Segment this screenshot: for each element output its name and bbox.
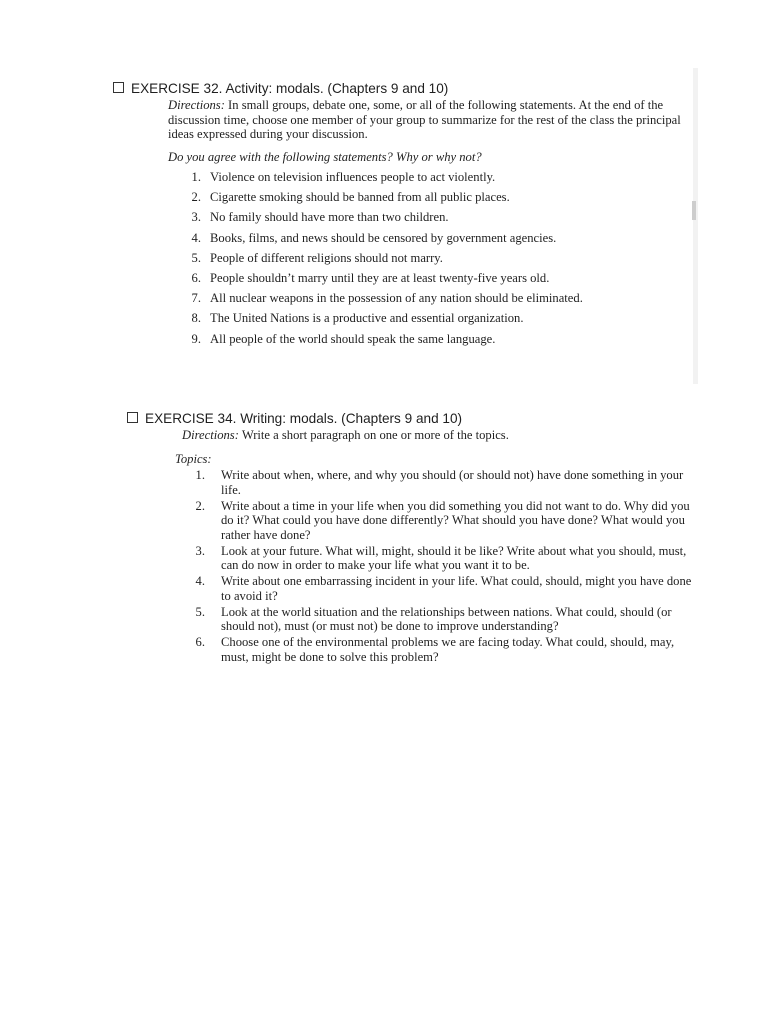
exercise-34-directions — [127, 428, 702, 443]
page-edge-strip — [693, 68, 698, 384]
item-number: 2. — [191, 190, 201, 205]
list-item — [113, 210, 693, 230]
exercise-32-prompt: Do you agree with the following statements? Why or why not? — [168, 149, 482, 164]
directions-text: In small groups, debate one, some, or all of the following statements. At the end of the discussion time, choose one member of your group to summarize for the rest of the class the principal ideas expressed during your discussion. — [168, 98, 681, 141]
list-item — [113, 332, 693, 352]
item-text: All people of the world should speak the same language. — [210, 331, 496, 346]
list-item — [113, 231, 693, 251]
item-text: Look at the world situation and the relationships between nations. What could, should (or should not), must (or must not) be done to improve understanding? — [221, 604, 672, 634]
item-text: The United Nations is a productive and essential organization. — [210, 311, 524, 326]
exercise-32-statement-list — [113, 170, 693, 352]
list-item — [127, 544, 702, 573]
exercise-34-title: EXERCISE 34. Writing: modals. (Chapters 9 and 10) — [145, 411, 463, 426]
list-item — [113, 170, 693, 190]
exercise-32-header — [113, 80, 693, 97]
item-number: 4. — [191, 230, 201, 245]
item-text: Write about a time in your life when you did something you did not want to do. Why did you do it? What could you have done differently? What should you have done? What would you rather have done? — [221, 498, 690, 542]
item-text: Violence on television influences people to act violently. — [210, 170, 496, 184]
item-text: Books, films, and news should be censored by government agencies. — [210, 230, 557, 245]
list-item — [127, 635, 702, 664]
directions-label: Directions: — [182, 428, 239, 442]
list-item — [127, 605, 702, 634]
list-item — [127, 574, 702, 603]
list-item — [113, 291, 693, 311]
item-text: Choose one of the environmental problems we are facing today. What could, should, may, must, might be done to solve this problem? — [221, 635, 675, 664]
exercise-34-checkbox[interactable] — [127, 412, 138, 423]
exercise-32-title: EXERCISE 32. Activity: modals. (Chapters 9 and 10) — [131, 81, 449, 96]
item-number: 9. — [191, 331, 201, 346]
item-number: 3. — [195, 543, 205, 558]
item-text: People shouldn’t marry until they are at least twenty-five years old. — [210, 270, 550, 285]
exercise-32-checkbox[interactable] — [113, 82, 124, 93]
list-item — [113, 271, 693, 291]
item-number: 2. — [195, 498, 205, 513]
item-number: 1. — [191, 170, 201, 184]
item-text: No family should have more than two children. — [210, 210, 449, 225]
topics-label: Topics: — [175, 451, 212, 466]
exercise-34 — [127, 410, 702, 666]
exercise-34-header — [127, 410, 702, 427]
item-text: All nuclear weapons in the possession of any nation should be eliminated. — [210, 291, 583, 306]
list-item — [127, 468, 702, 497]
directions-text: Write a short paragraph on one or more of the topics. — [238, 428, 509, 442]
item-number: 5. — [191, 250, 201, 265]
item-text: Write about when, where, and why you should (or should not) have done something in your life. — [221, 468, 684, 497]
item-number: 8. — [191, 311, 201, 326]
item-text: People of different religions should not marry. — [210, 250, 443, 265]
item-text: Cigarette smoking should be banned from all public places. — [210, 190, 510, 205]
item-text: Look at your future. What will, might, should it be like? Write about what you should, must, can do now in order to make your life what you want it to be. — [221, 543, 687, 573]
item-number: 3. — [191, 210, 201, 225]
list-item — [113, 311, 693, 331]
item-text: Write about one embarrassing incident in your life. What could, should, might you have done to avoid it? — [221, 574, 692, 603]
item-number: 1. — [195, 468, 205, 482]
exercise-32-directions — [113, 98, 693, 142]
item-number: 5. — [195, 604, 205, 619]
item-number: 6. — [195, 635, 205, 650]
exercise-34-topic-list — [127, 468, 702, 664]
list-item — [113, 190, 693, 210]
item-number: 6. — [191, 270, 201, 285]
list-item — [113, 251, 693, 271]
item-number: 4. — [195, 574, 205, 589]
list-item — [127, 499, 702, 543]
exercise-32 — [113, 80, 693, 352]
item-number: 7. — [191, 291, 201, 306]
directions-label: Directions: — [168, 98, 225, 112]
